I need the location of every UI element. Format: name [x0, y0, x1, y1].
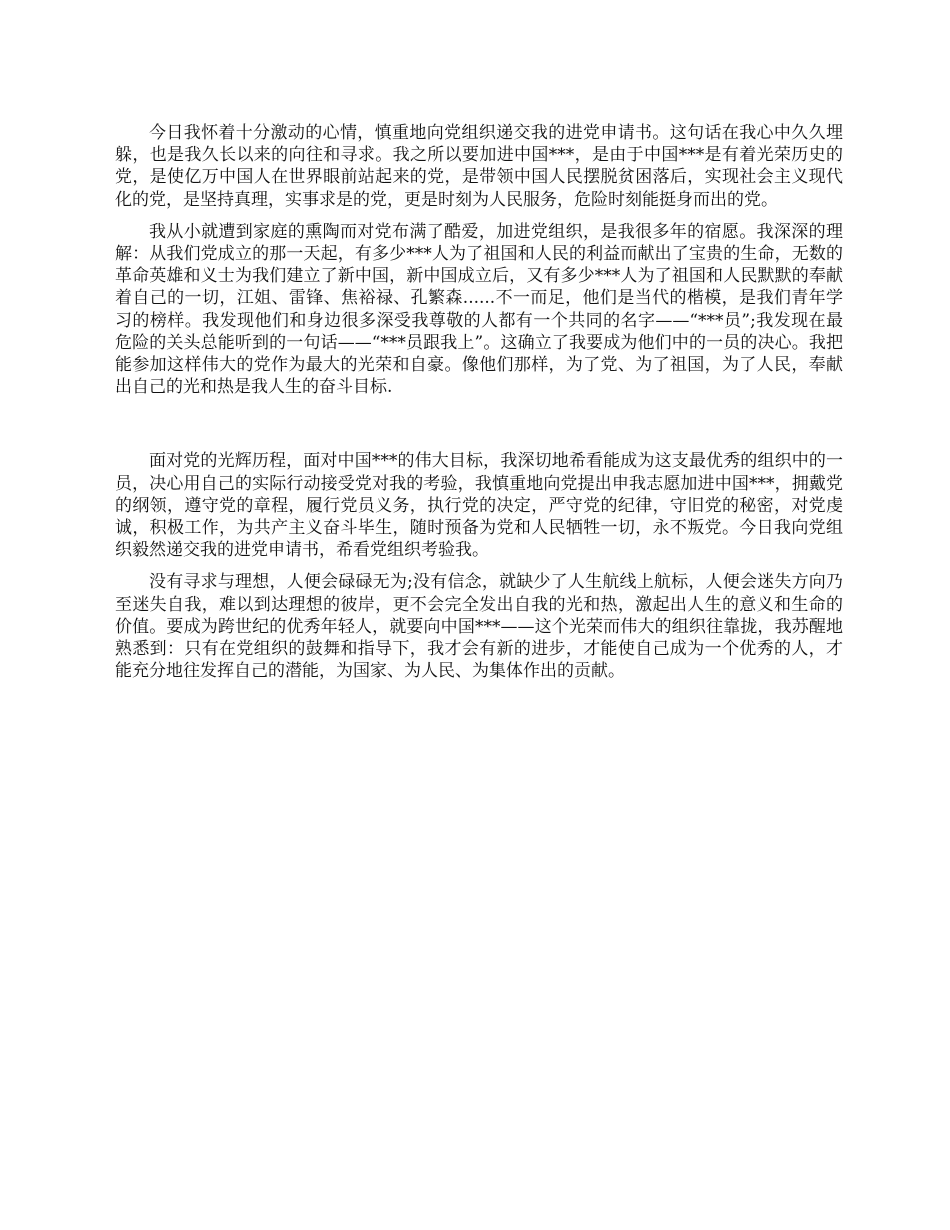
paragraph-2: 我从小就遭到家庭的熏陶而对党布满了酷爱，加进党组织，是我很多年的宿愿。我深深的理解：从我们党成立的那一天起，有多少***人为了祖国和人民的利益而献出了宝贵的生命，无数的革命英雄和义士为我们建立了新中国，新中国成立后，又有多少***人为了祖国和人民默默的奉献着自己的一切，江姐、雷锋、焦裕禄、孔繁森......不一而足，他们是当代的楷模，是我们青年学习的榜样。我发现他们和身边很多深受我尊敬的人都有一个共同的名字——“***员”;我发现在最危险的关头总能听到的一句话——“***员跟我上”。这确立了我要成为他们中的一员的决心。我把能参加这样伟大的党作为最大的光荣和自豪。像他们那样，为了党、为了祖国，为了人民，奉献出自己的光和热是我人生的奋斗目标. [115, 221, 843, 398]
paragraph-spacer [115, 408, 843, 450]
paragraph-4: 没有寻求与理想，人便会碌碌无为;没有信念，就缺少了人生航线上航标，人便会迷失方向乃至迷失自我，难以到达理想的彼岸，更不会完全发出自我的光和热，激起出人生的意义和生命的价值。要成为跨世纪的优秀年轻人，就要向中国***——这个光荣而伟大的组织往靠拢，我苏醒地熟悉到：只有在党组织的鼓舞和指导下，我才会有新的进步，才能使自己成为一个优秀的人，才能充分地往发挥自己的潜能，为国家、为人民、为集体作出的贡献。 [115, 572, 843, 682]
paragraph-3: 面对党的光辉历程，面对中国***的伟大目标，我深切地希看能成为这支最优秀的组织中的一员，决心用自己的实际行动接受党对我的考验，我慎重地向党提出申我志愿加进中国***，拥戴党的纲领，遵守党的章程，履行党员义务，执行党的决定，严守党的纪律，守旧党的秘密，对党虔诚，积极工作，为共产主义奋斗毕生，随时预备为党和人民牺牲一切，永不叛党。今日我向党组织毅然递交我的进党申请书，希看党组织考验我。 [115, 451, 843, 561]
document-body [115, 122, 843, 692]
paragraph-1: 今日我怀着十分激动的心情，慎重地向党组织递交我的进党申请书。这句话在我心中久久埋躲，也是我久长以来的向往和寻求。我之所以要加进中国***，是由于中国***是有着光荣历史的党，是使亿万中国人在世界眼前站起来的党，是带领中国人民摆脱贫困落后，实现社会主义现代化的党，是坚持真理，实事求是的党，更是时刻为人民服务，危险时刻能挺身而出的党。 [115, 123, 843, 210]
